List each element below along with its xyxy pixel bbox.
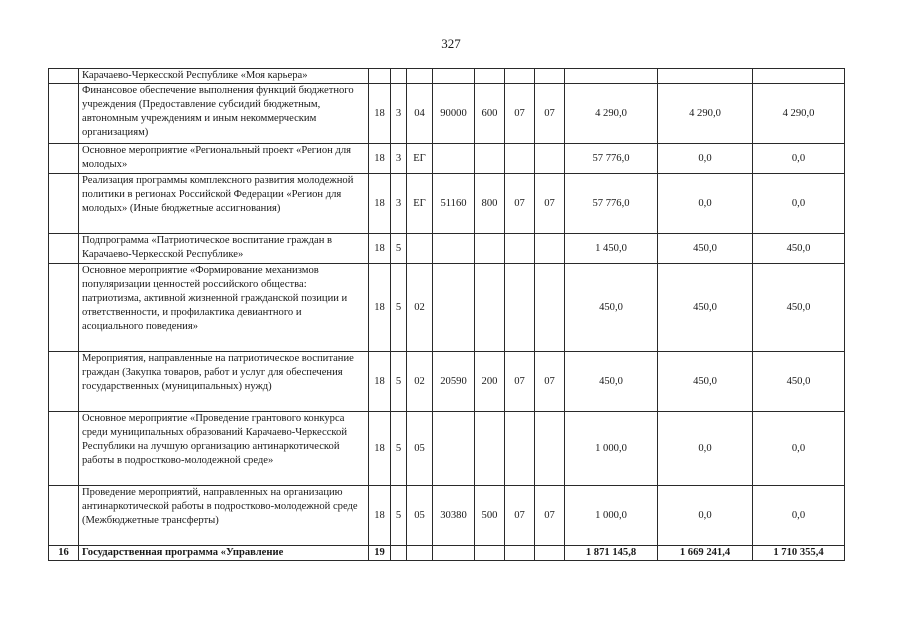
row-number-cell [49,144,79,174]
subsection-cell [535,412,565,486]
program-code-cell: 3 [391,144,407,174]
amount-year3-cell: 450,0 [753,352,845,412]
row-number-cell [49,234,79,264]
amount-year3-cell: 0,0 [753,144,845,174]
subprogram-code-cell: 02 [407,352,433,412]
amount-year1-cell: 57 776,0 [565,174,658,234]
subprogram-code-cell: 02 [407,264,433,352]
direction-code-cell: 90000 [433,84,475,144]
expense-type-cell [475,234,505,264]
table-row [49,264,845,352]
subsection-cell [535,546,565,561]
ministry-code-cell: 18 [369,352,391,412]
item-name-cell: Проведение мероприятий, направленных на организацию антинаркотической работы в подростково-молодежной среде (Межбюджетные трансферты) [79,486,369,546]
amount-year2-cell: 450,0 [658,352,753,412]
program-code-cell: 5 [391,486,407,546]
ministry-code-cell: 18 [369,84,391,144]
table-row [49,546,845,561]
table-row [49,144,845,174]
table-row [49,486,845,546]
ministry-code-cell: 18 [369,412,391,486]
amount-year1-cell: 1 450,0 [565,234,658,264]
ministry-code-cell: 18 [369,144,391,174]
direction-code-cell [433,412,475,486]
expense-type-cell: 200 [475,352,505,412]
item-name-cell: Реализация программы комплексного развития молодежной политики в регионах Российской Федерации «Регион для молодых» (Иные бюджетные ассигнования) [79,174,369,234]
direction-code-cell: 20590 [433,352,475,412]
subsection-cell: 07 [535,486,565,546]
ministry-code-cell [369,69,391,84]
amount-year3-cell: 450,0 [753,264,845,352]
direction-code-cell [433,546,475,561]
expense-type-cell [475,69,505,84]
ministry-code-cell: 18 [369,174,391,234]
ministry-code-cell: 19 [369,546,391,561]
expense-type-cell [475,546,505,561]
program-code-cell: 5 [391,234,407,264]
program-code-cell: 5 [391,412,407,486]
expense-type-cell [475,144,505,174]
expense-type-cell [475,264,505,352]
expense-type-cell [475,412,505,486]
subsection-cell [535,144,565,174]
subprogram-code-cell: ЕГ [407,144,433,174]
subsection-cell [535,234,565,264]
subprogram-code-cell [407,234,433,264]
amount-year1-cell: 1 871 145,8 [565,546,658,561]
row-number-cell [49,174,79,234]
amount-year3-cell: 1 710 355,4 [753,546,845,561]
row-number-cell [49,412,79,486]
page-number: 327 [441,36,461,51]
program-code-cell: 5 [391,352,407,412]
expense-type-cell: 600 [475,84,505,144]
subprogram-code-cell [407,546,433,561]
subsection-cell [535,69,565,84]
table-row [49,412,845,486]
amount-year1-cell: 450,0 [565,352,658,412]
table-row [49,352,845,412]
amount-year2-cell: 450,0 [658,264,753,352]
section-cell: 07 [505,486,535,546]
direction-code-cell [433,234,475,264]
item-name-cell: Государственная программа «Управление [79,546,369,561]
amount-year3-cell: 0,0 [753,412,845,486]
direction-code-cell [433,144,475,174]
section-cell [505,546,535,561]
subsection-cell [535,264,565,352]
direction-code-cell [433,69,475,84]
amount-year3-cell: 4 290,0 [753,84,845,144]
item-name-cell: Мероприятия, направленные на патриотическое воспитание граждан (Закупка товаров, работ и услуг для обеспечения государственных (муниципальных) нужд) [79,352,369,412]
item-name-cell: Основное мероприятие «Проведение грантового конкурса среди муниципальных образований Карачаево-Черкесской Республики на лучшую организацию антинаркотической работы в подростково-молодежной среде» [79,412,369,486]
amount-year1-cell: 1 000,0 [565,486,658,546]
amount-year1-cell: 57 776,0 [565,144,658,174]
row-number-cell [49,486,79,546]
amount-year2-cell: 1 669 241,4 [658,546,753,561]
amount-year3-cell: 0,0 [753,486,845,546]
program-code-cell: 5 [391,264,407,352]
amount-year2-cell: 0,0 [658,174,753,234]
subprogram-code-cell: 04 [407,84,433,144]
table-row [49,69,845,84]
amount-year2-cell: 4 290,0 [658,84,753,144]
table-row [49,84,845,144]
amount-year1-cell: 450,0 [565,264,658,352]
item-name-cell: Подпрограмма «Патриотическое воспитание граждан в Карачаево-Черкесской Республике» [79,234,369,264]
direction-code-cell [433,264,475,352]
table-row [49,234,845,264]
ministry-code-cell: 18 [369,234,391,264]
direction-code-cell: 30380 [433,486,475,546]
row-number-cell [49,352,79,412]
section-cell [505,264,535,352]
ministry-code-cell: 18 [369,486,391,546]
section-cell: 07 [505,174,535,234]
program-code-cell: 3 [391,84,407,144]
amount-year3-cell [753,69,845,84]
budget-table [48,68,845,561]
subprogram-code-cell: 05 [407,412,433,486]
direction-code-cell: 51160 [433,174,475,234]
expense-type-cell: 500 [475,486,505,546]
amount-year2-cell: 0,0 [658,144,753,174]
amount-year2-cell: 0,0 [658,412,753,486]
table-row [49,174,845,234]
row-number-cell [49,264,79,352]
ministry-code-cell: 18 [369,264,391,352]
section-cell [505,234,535,264]
amount-year3-cell: 0,0 [753,174,845,234]
subprogram-code-cell: 05 [407,486,433,546]
amount-year1-cell [565,69,658,84]
amount-year1-cell: 4 290,0 [565,84,658,144]
amount-year1-cell: 1 000,0 [565,412,658,486]
subsection-cell: 07 [535,352,565,412]
subsection-cell: 07 [535,174,565,234]
section-cell [505,144,535,174]
program-code-cell: 3 [391,174,407,234]
program-code-cell [391,69,407,84]
subprogram-code-cell [407,69,433,84]
amount-year2-cell: 450,0 [658,234,753,264]
section-cell [505,412,535,486]
item-name-cell: Карачаево-Черкесской Республике «Моя карьера» [79,69,369,84]
subprogram-code-cell: ЕГ [407,174,433,234]
row-number-cell: 16 [49,546,79,561]
item-name-cell: Финансовое обеспечение выполнения функций бюджетного учреждения (Предоставление субсидий бюджетным, автономным учреждениям и иным некоммерческим организациям) [79,84,369,144]
program-code-cell [391,546,407,561]
amount-year2-cell: 0,0 [658,486,753,546]
expense-type-cell: 800 [475,174,505,234]
subsection-cell: 07 [535,84,565,144]
row-number-cell [49,69,79,84]
section-cell [505,69,535,84]
amount-year3-cell: 450,0 [753,234,845,264]
row-number-cell [49,84,79,144]
section-cell: 07 [505,352,535,412]
amount-year2-cell [658,69,753,84]
item-name-cell: Основное мероприятие «Формирование механизмов популяризации ценностей российского общества: патриотизма, активной жизненной гражданской позиции и ответственности, и профилактика девиантного и асоциального поведения» [79,264,369,352]
section-cell: 07 [505,84,535,144]
item-name-cell: Основное мероприятие «Региональный проект «Регион для молодых» [79,144,369,174]
